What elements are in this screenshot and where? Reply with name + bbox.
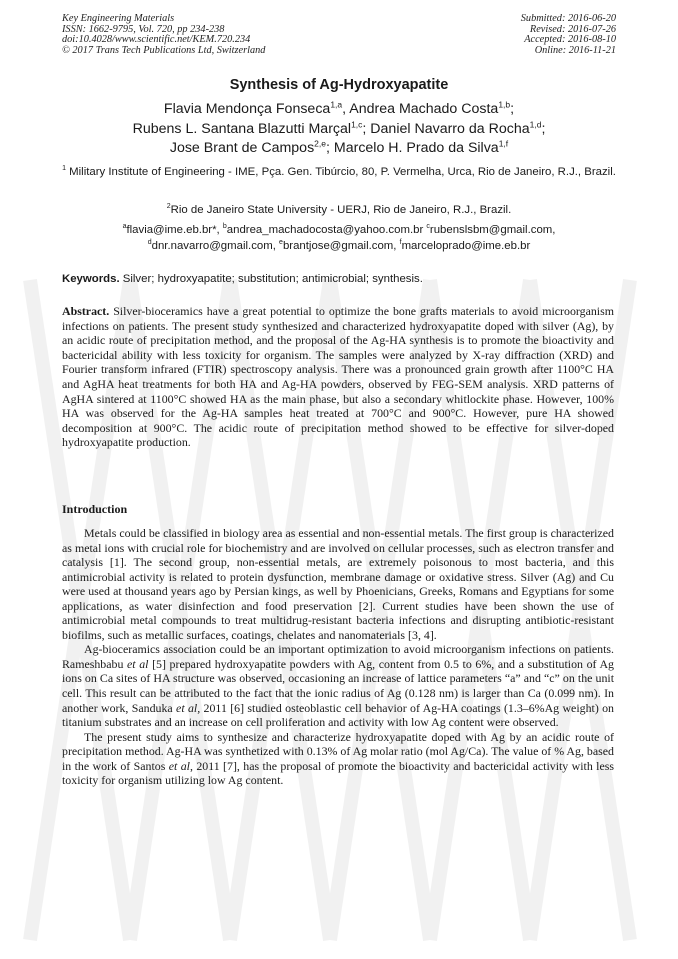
- email-link[interactable]: andrea_machadocosta@yahoo.com.br: [226, 224, 427, 236]
- affiliation-2: $^2$Rio de Janeiro State University - UERJ, Rio de Janeiro, R.J., Brazil.: [166, 203, 512, 216]
- keywords: [62, 273, 618, 285]
- author-name: Jose Brant de Campos: [169, 140, 315, 156]
- author-affil-sup: 1,d: [529, 118, 542, 129]
- author-list: Flavia Mendonça Fonseca$^{1,a}$, Andrea Machado Costa$^{1,b}$; Rubens L. Santana Blazutti Marçal$^{1,c}$; Daniel Navarro da Rocha$^{1,d}$; Jose Brant de Campos$^{2,e}$; Marcelo H. Prado da Silva$^{1,f}$: [132, 99, 546, 156]
- section-heading-introduction: Introduction: [62, 502, 128, 516]
- author-name: Flavia Mendonça Fonseca: [163, 101, 331, 117]
- paragraph: Ag-bioceramics association could be an important optimization to avoid microorganism infections on patients. Rameshbabu et al [5] prepared hydroxyapatite powders with Ag, content from 0.5 to 6%, and a substitution of Ag ions on Ca sites of HA structure was observed, occasioning an increase of lattice parameters “a” and “c” on the unit cell. This result can be attributed to the fact that the ionic radius of Ag (0.128 nm) is larger than Ca (0.099 nm). In another work, Sanduka et al, 2011 [6] studied osteoblastic cell behavior of Ag-HA coatings (1.3–6%Ag weight) on titanium substrates and an increase on cell proliferation and activity with low Ag content were observed.: [62, 642, 615, 730]
- author-emails: $^a$flavia@ime.eb.br*, $^b$andrea_machadocosta@yahoo.com.br $^c$rubenslsbm@gmail.com, $^d$dnr.navarro@gmail.com, $^e$brantjose@gmail.com, $^f$marceloprado@ime.eb.br: [122, 223, 556, 252]
- introduction-body: [62, 526, 614, 788]
- author-name: Rubens L. Santana Blazutti Marçal: [132, 120, 352, 137]
- keywords-text: Silver; hydroxyapatite; substitution; antimicrobial; synthesis.: [119, 273, 423, 285]
- journal-copyright: © 2017 Trans Tech Publications Ltd, Switzerland: [62, 44, 266, 56]
- journal-header: [62, 14, 616, 56]
- date-accepted: Accepted: 2016-08-10: [524, 34, 616, 46]
- journal-info: [62, 14, 265, 56]
- publication-dates: [521, 14, 616, 56]
- date-revised: Revised: 2016-07-26: [529, 23, 616, 35]
- journal-doi: doi:10.4028/www.scientific.net/KEM.720.234: [62, 34, 251, 46]
- abstract: [62, 304, 614, 450]
- author-affil-sup: 1,a: [330, 99, 343, 110]
- paragraph: The present study aims to synthesize and characterize hydroxyapatite doped with Ag by an acidic route of precipitation method. Ag-HA was synthetized with 0.13% of Ag molar ratio (mol Ag/Ca). The value of % Ag, based in the work of Santos et al, 2011 [7], has the proposal of promote the bioactivity and bactericidal activity with less toxicity for organism utilizing low Ag content.: [62, 729, 614, 788]
- author-affil-sup: 1,c: [351, 118, 363, 129]
- paragraph: Metals could be classified in biology area as essential and non-essential metals. The first group is characterized as metal ions with crucial role for biochemistry and are involved on cellular processes, such as electron transfer and catalysis [1]. The second group, non-essential metals, are extremely poisonous to most bacteria, and this antimicrobial activity is related to protein dysfunction, membrane damage or oxidative stress. Silver (Ag) and Cu were used at thousand years ago by Persian kings, as well by Phoenicians, Greeks, Romans and Egyptians for some applications, as water disinfection and food preservation [2]. Current studies have been shown the use of antimicrobial metal compounds to treat multidrug-resistant bacteria infections and disrupting antibiotic-resistant biofilms, such as metallic surfaces, coatings, chelates and nanomaterials [3, 4].: [62, 526, 614, 642]
- abstract-text: Silver-bioceramics have a great potential to optimize the bone grafts materials to avoid microorganism infections on patients. The present study synthesized and characterized hydroxyapatite doped with silver (Ag), by an acidic route of precipitation method, and the proposal of the Ag-HA synthesis is to promote the bioactivity and bactericidal ability with less toxicity for organism. The samples were analyzed by X-ray diffraction (XRD) and Fourier transform infrared (FTIR) spectroscopy analysis. There was a pronounced grain growth after 1100°C HA and AgHA heat treatments for both HA and Ag-HA powders, observed by FEG-SEM analysis. XRD patterns of AgHA sintered at 1100°C showed HA as the main phase, but also a secondary whitlockite phase. However, 100% HA was observed for the Ag-HA samples heat treated at 700°C and 900°C. However, pure HA showed decomposition at 900°C. The acidic route of precipitation method showed to be effective for silver-doped hydroxyapatite production.: [62, 304, 614, 450]
- email-link[interactable]: flavia@ime.eb.br*,: [126, 224, 223, 236]
- date-online: Online: 2016-11-21: [534, 44, 616, 56]
- journal-name: Key Engineering Materials: [62, 13, 175, 24]
- email-link[interactable]: rubenslsbm@gmail.com,: [429, 224, 556, 236]
- author-name: Marcelo H. Prado da Silva: [333, 140, 499, 156]
- email-link[interactable]: dnr.navarro@gmail.com,: [151, 240, 280, 252]
- abstract-label: Abstract.: [62, 304, 110, 318]
- author-affil-sup: 1,b: [498, 99, 511, 110]
- author-affil-sup: 2,e: [314, 138, 326, 149]
- author-affil-sup: 1,f: [498, 138, 509, 149]
- paper-title: Synthesis of Ag-Hydroxyapatite: [229, 77, 449, 93]
- email-link[interactable]: brantjose@gmail.com,: [282, 240, 400, 252]
- author-name: Andrea Machado Costa: [349, 101, 499, 117]
- date-submitted: Submitted: 2016-06-20: [520, 13, 616, 24]
- email-link[interactable]: marceloprado@ime.eb.br: [401, 240, 531, 252]
- affiliation-1: $^1$ Military Institute of Engineering - IME, Pça. Gen. Tibúrcio, 80, P. Vermelha, Urca, Rio de Janeiro, R.J., Brazil.: [62, 165, 616, 178]
- author-name: Daniel Navarro da Rocha: [370, 120, 530, 137]
- journal-issn: ISSN: 1662-9795, Vol. 720, pp 234-238: [62, 23, 225, 35]
- keywords-label: Keywords.: [62, 273, 120, 285]
